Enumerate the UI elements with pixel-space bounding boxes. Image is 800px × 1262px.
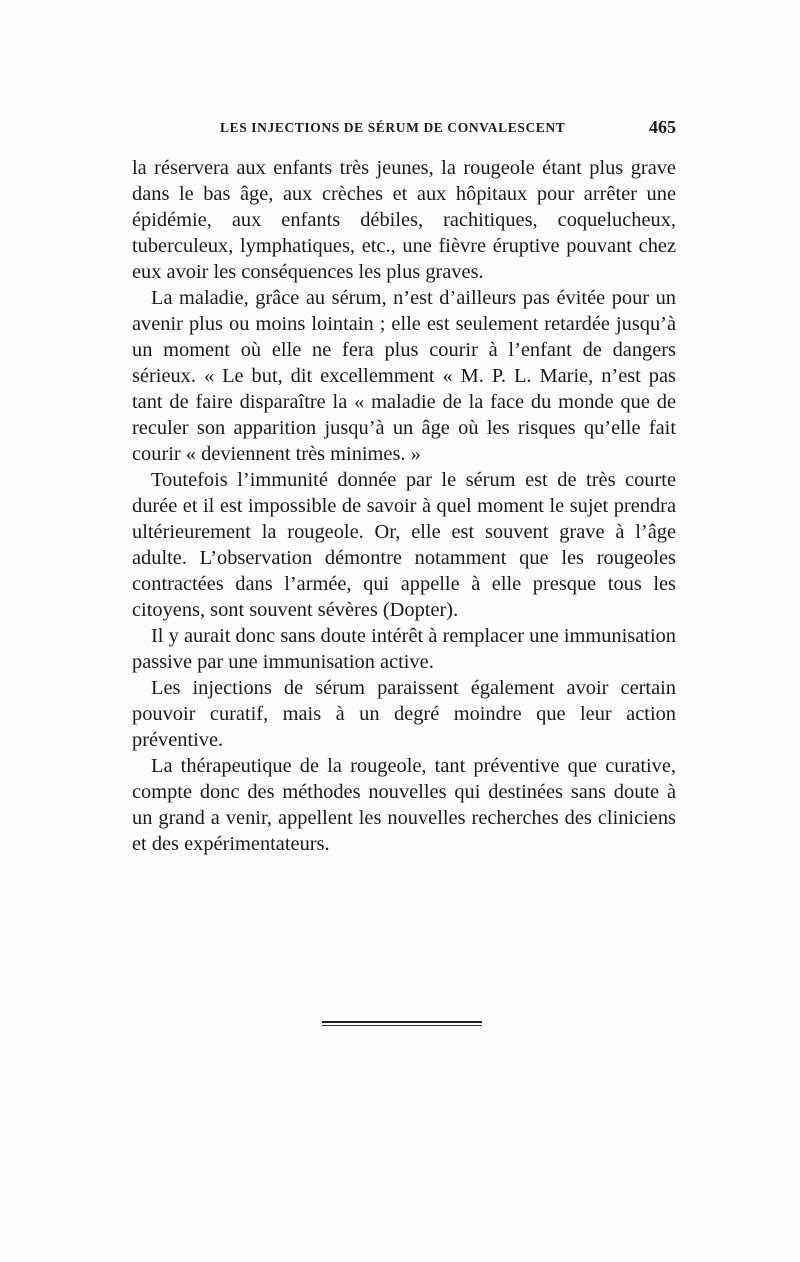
paragraph-continuation: la réservera aux enfants très jeunes, la rougeole étant plus grave dans le bas âge, aux crèches et aux hôpitaux pour arrêter une épidémie, aux enfants débiles, rachitiques, coquelucheux, tuberculeux, lymphatiques, etc., une fièvre éruptive pouvant chez eux avoir les conséquences les plus graves. [132, 157, 676, 283]
running-title: LES INJECTIONS DE SÉRUM DE CONVALESCENT [220, 120, 566, 135]
paragraph: Toutefois l’immunité donnée par le sérum est de très courte durée et il est impossible de savoir à quel moment le sujet prendra ultérieurement la rougeole. Or, elle est souvent grave à l’âge adulte. L’observation démontre notamment que les rougeoles contractées dans l’armée, qui appelle à elle presque tous les citoyens, sont souvent sévères (Dopter). [132, 469, 676, 621]
running-header [132, 117, 678, 142]
paragraph: Il y aurait donc sans doute intérêt à remplacer une immunisation passive par une immunisation active. [132, 625, 676, 673]
page-number: 465 [649, 117, 676, 137]
paragraph: Les injections de sérum paraissent également avoir certain pouvoir curatif, mais à un degré moindre que leur action préventive. [132, 677, 676, 751]
paragraph: La thérapeutique de la rougeole, tant préventive que curative, compte donc des méthodes nouvelles qui destinées sans doute à un grand a venir, appellent les nouvelles recherches des cliniciens et des expérimentateurs. [132, 755, 676, 855]
paragraph: La maladie, grâce au sérum, n’est d’ailleurs pas évitée pour un avenir plus ou moins lointain ; elle est seulement retardée jusqu’à un moment où elle ne fera plus courir à l’enfant de dangers sérieux. « Le but, dit excellemment « M. P. L. Marie, n’est pas tant de faire disparaître la « maladie de la face du monde que de reculer son apparition jusqu’à un âge où les risques qu’elle fait courir « deviennent très minimes. » [132, 287, 676, 465]
body-text [132, 155, 676, 857]
end-of-section-rule [322, 1021, 482, 1026]
